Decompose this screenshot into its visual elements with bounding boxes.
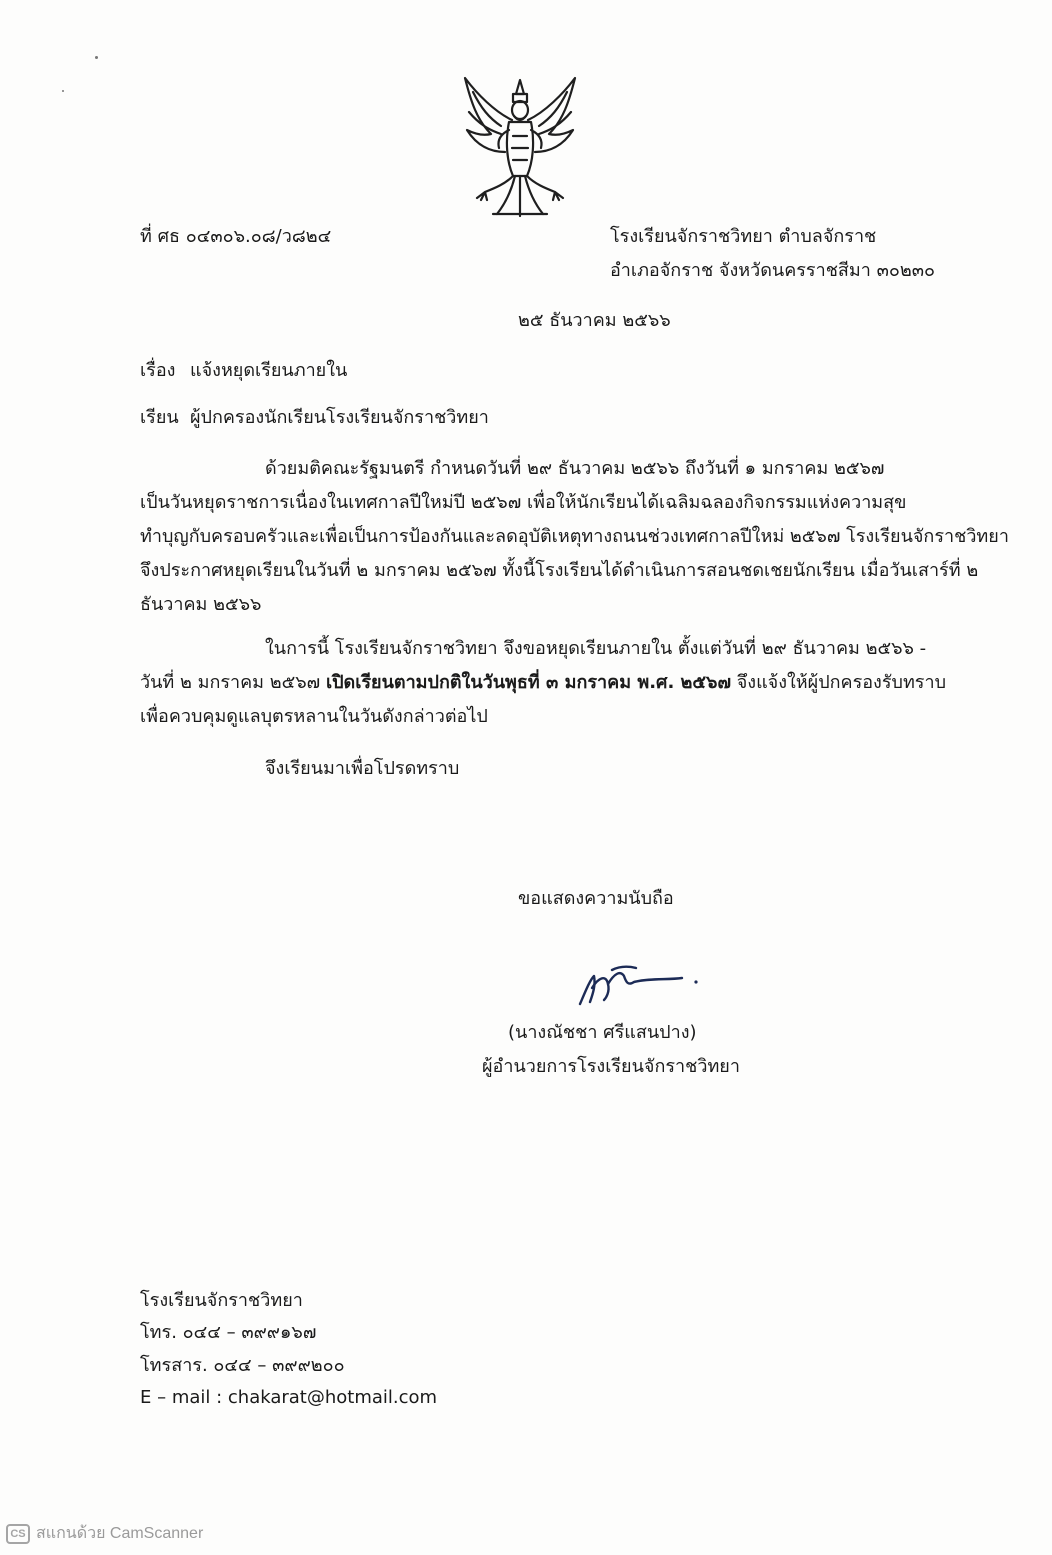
paragraph1-line2: เป็นวันหยุดราชการเนื่องในเทศกาลปีใหม่ปี ๒๕๖๗ เพื่อให้นักเรียนได้เฉลิมฉลองกิจกรรมแห่งความสุข — [140, 492, 907, 513]
scan-speck — [62, 90, 64, 92]
paragraph2-line2-start: วันที่ ๒ มกราคม ๒๕๖๗ — [140, 672, 326, 693]
letter-date: ๒๕ ธันวาคม ๒๕๖๖ — [518, 310, 671, 331]
recipient-text: ผู้ปกครองนักเรียนโรงเรียนจักราชวิทยา — [190, 407, 489, 428]
footer-email: E – mail : chakarat@hotmail.com — [140, 1387, 438, 1408]
valediction: ขอแสดงความนับถือ — [518, 888, 674, 909]
paragraph1-line5: ธันวาคม ๒๕๖๖ — [140, 594, 262, 615]
reopening-date-notice: เปิดเรียนตามปกติในวันพุธที่ ๓ มกราคม พ.ศ. ๒๕๖๗ — [325, 672, 732, 693]
closing-statement: จึงเรียนมาเพื่อโปรดทราบ — [265, 758, 460, 779]
scan-speck — [95, 56, 98, 59]
camscanner-text: สแกนด้วย CamScanner — [36, 1525, 204, 1542]
footer-fax: โทรสาร. ๐๔๔ – ๓๙๙๒๐๐ — [140, 1355, 345, 1376]
sender-address-line2: อำเภอจักราช จังหวัดนครราชสีมา ๓๐๒๓๐ — [610, 260, 936, 281]
paragraph2-line2 — [140, 666, 946, 700]
footer-school-name: โรงเรียนจักราชวิทยา — [140, 1290, 303, 1311]
recipient-label: เรียน — [140, 407, 179, 428]
camscanner-watermark — [6, 1521, 203, 1546]
paragraph2-line3: เพื่อควบคุมดูแลบุตรหลานในวันดังกล่าวต่อไป — [140, 706, 488, 727]
paragraph1-line1: ด้วยมติคณะรัฐมนตรี กำหนดวันที่ ๒๙ ธันวาคม ๒๕๖๖ ถึงวันที่ ๑ มกราคม ๒๕๖๗ — [265, 458, 885, 479]
paragraph2-line1: ในการนี้ โรงเรียนจักราชวิทยา จึงขอหยุดเรียนภายใน ตั้งแต่วันที่ ๒๙ ธันวาคม ๒๕๖๖ - — [265, 638, 927, 659]
signer-position: ผู้อำนวยการโรงเรียนจักราชวิทยา — [482, 1056, 740, 1077]
camscanner-logo-icon: CS — [6, 1524, 30, 1544]
body-paragraph-2 — [140, 632, 946, 734]
paragraph1-line4: จึงประกาศหยุดเรียนในวันที่ ๒ มกราคม ๒๕๖๗ ทั้งนี้โรงเรียนได้ดำเนินการสอนชดเชยนักเรียน เมื่อวันเสาร์ที่ ๒ — [140, 560, 979, 581]
subject-text: แจ้งหยุดเรียนภายใน — [190, 360, 348, 381]
body-paragraph-1 — [140, 452, 1009, 622]
garuda-emblem-icon — [455, 72, 585, 220]
footer-phone: โทร. ๐๔๔ – ๓๙๙๑๖๗ — [140, 1322, 317, 1343]
subject-label: เรื่อง — [140, 360, 176, 381]
paragraph1-line3: ทำบุญกับครอบครัวและเพื่อเป็นการป้องกันและลดอุบัติเหตุทางถนนช่วงเทศกาลปีใหม่ ๒๕๖๗ โรงเรียนจักราชวิทยา — [140, 526, 1009, 547]
paragraph2-line2-end: จึงแจ้งให้ผู้ปกครองรับทราบ — [731, 672, 947, 693]
reference-number: ที่ ศธ ๐๔๓๐๖.๐๘/ว๘๒๔ — [140, 226, 332, 247]
sender-address-line1: โรงเรียนจักราชวิทยา ตำบลจักราช — [610, 226, 877, 247]
signer-name: (นางณัชชา ศรีแสนปาง) — [508, 1022, 697, 1043]
handwritten-signature — [572, 960, 702, 1010]
